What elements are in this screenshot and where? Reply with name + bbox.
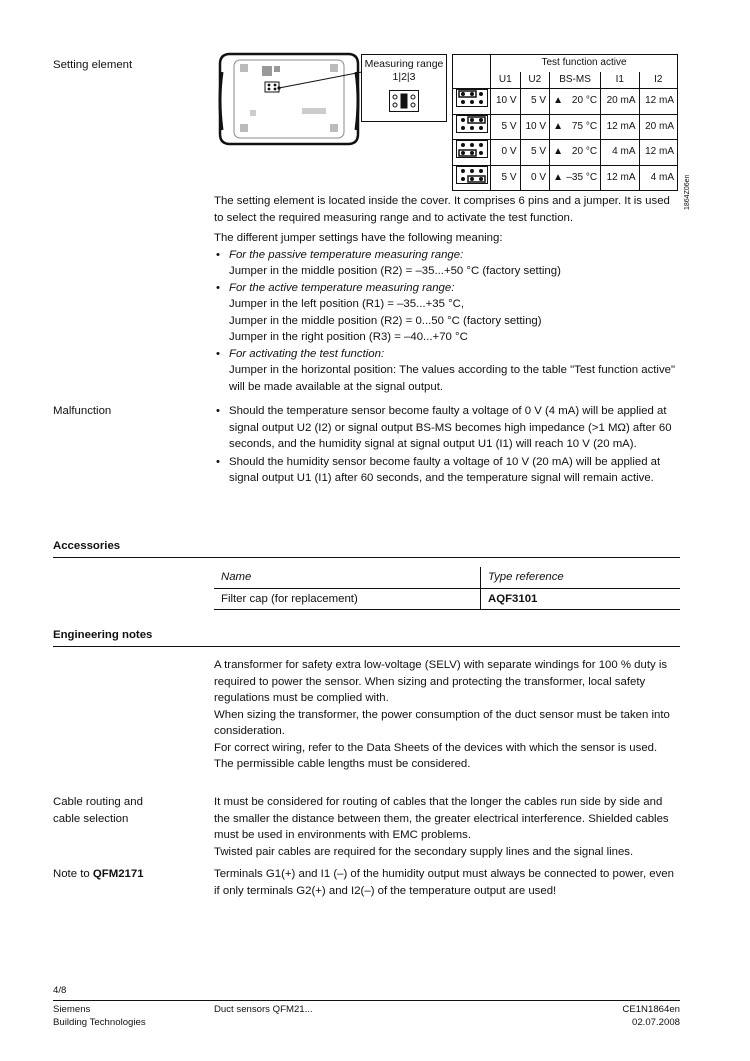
pin-block-icon <box>389 90 419 112</box>
malfunction-section <box>214 403 680 487</box>
header-u2: U2 <box>520 72 550 89</box>
cell: 5 V <box>491 114 521 140</box>
cell: 4 mA <box>601 140 639 166</box>
setting-element-label: Setting element <box>53 59 133 71</box>
table-row <box>453 165 678 191</box>
cell: 10 V <box>491 89 521 115</box>
accessories-heading: Accessories <box>53 538 680 558</box>
cell: 12 mA <box>639 140 678 166</box>
cell: 12 mA <box>601 114 639 140</box>
table-row <box>214 588 680 610</box>
cell: 12 mA <box>639 89 678 115</box>
sensor-icon: ▲ <box>553 95 563 106</box>
engineering-notes-heading: Engineering notes <box>53 627 680 647</box>
measuring-range-positions: 1|2|3 <box>392 71 416 83</box>
cell: ▲ 75 °C <box>550 114 601 140</box>
sensor-icon: ▲ <box>553 146 563 157</box>
test-function-title: Test function active <box>491 55 678 72</box>
cell: ▲ 20 °C <box>550 89 601 115</box>
measuring-range-title: Measuring range <box>364 58 444 70</box>
malfunction-label: Malfunction <box>53 405 112 417</box>
header-i1: I1 <box>601 72 639 89</box>
cable-paragraph-2: Twisted pair cables are required for the secondary supply lines and the signal lines. <box>214 845 634 858</box>
cell: ▲ 20 °C <box>550 140 601 166</box>
cell: 4 mA <box>639 165 678 191</box>
note-label: Note to QFM2171 <box>53 868 144 880</box>
jumper-pins-icon <box>453 165 491 191</box>
figure-reference: 1864Z06en <box>684 174 691 210</box>
cell: 5 V <box>520 140 550 166</box>
cable-paragraph-1: It must be considered for routing of cables that the longer the cables run side by side and the smaller the distance between them, the greater electrical interference. Shielded cables must be used in environments with EMC problems. <box>214 796 669 841</box>
accessory-name: Filter cap (for replacement) <box>214 588 481 610</box>
jumper-pins-icon <box>453 89 491 115</box>
cell: 20 mA <box>601 89 639 115</box>
engineering-paragraph-2: When sizing the transformer, the power consumption of the duct sensor must be taken into consideration. <box>214 708 670 737</box>
table-row <box>453 140 678 166</box>
page-number: 4/8 <box>53 985 67 996</box>
accessory-type-reference: AQF3101 <box>481 588 681 610</box>
cell: 0 V <box>520 165 550 191</box>
footer-divider <box>53 1000 680 1001</box>
footer-doc-title: Duct sensors QFM21... <box>214 1004 313 1015</box>
cable-routing-text <box>214 794 680 860</box>
cell: 5 V <box>491 165 521 191</box>
engineering-paragraph-4: The permissible cable lengths must be considered. <box>214 758 471 770</box>
sensor-icon: ▲ <box>553 120 563 132</box>
note-text: Terminals G1(+) and I1 (–) of the humidity output must always be connected to power, even if only terminals G2(+) and I2(–) of the temperature output are used! <box>214 868 674 897</box>
cell: 5 V <box>520 89 550 115</box>
cell: 10 V <box>520 114 550 140</box>
list-item: • For activating the test function: Jumper in the horizontal position: The values according to the table "Test function active" will be made available at the signal output. <box>214 346 680 396</box>
note-product: QFM2171 <box>92 868 144 880</box>
table-header-row <box>214 567 680 588</box>
accessories-table <box>214 567 680 610</box>
jumper-settings-list <box>214 247 680 396</box>
table-corner <box>453 55 491 89</box>
header-i2: I2 <box>639 72 678 89</box>
jumper-pins-icon <box>453 140 491 166</box>
setting-description <box>214 193 680 395</box>
list-item: • Should the humidity sensor become faulty a voltage of 10 V (20 mA) will be applied at signal output U1 (I1) after 60 seconds, and the temperature signal will remain active. <box>214 454 680 487</box>
list-item: • For the active temperature measuring range: Jumper in the left position (R1) = –35...+35 °C, Jumper in the middle position (R2) = 0...50 °C (factory setting) Jumper in the right position (R3) = –40...+70 °C <box>214 280 680 346</box>
col-type-reference: Type reference <box>481 567 681 588</box>
cell: ▲ –35 °C <box>550 165 601 191</box>
engineering-paragraph-1: A transformer for safety extra low-voltage (SELV) with separate windings for 100 % duty is required to power the sensor. When sizing and protecting the transformer, local safety regulations must be complied with. <box>214 659 668 704</box>
header-u1: U1 <box>491 72 521 89</box>
cell: 0 V <box>491 140 521 166</box>
jumper-pins-icon <box>453 114 491 140</box>
measuring-range-box <box>361 54 447 122</box>
device-illustration <box>216 50 362 148</box>
test-function-table <box>452 54 678 191</box>
sensor-icon: ▲ <box>553 171 563 183</box>
col-name: Name <box>214 567 481 588</box>
engineering-paragraph-3: For correct wiring, refer to the Data Sheets of the devices with which the sensor is used. <box>214 741 658 754</box>
setting-paragraph-1: The setting element is located inside the cover. It comprises 6 pins and a jumper. It is used to select the required measuring range and to activate the test function. <box>214 195 670 224</box>
table-row <box>453 114 678 140</box>
footer-doc-info: CE1N1864en 02.07.2008 <box>622 1004 680 1028</box>
list-item: • For the passive temperature measuring range: Jumper in the middle position (R2) = –35...+50 °C (factory setting) <box>214 247 680 280</box>
engineering-notes-text <box>214 657 680 773</box>
footer-company: Siemens Building Technologies <box>53 1004 146 1028</box>
list-item: • Should the temperature sensor become faulty a voltage of 0 V (4 mA) will be applied at signal output U2 (I2) or signal output BS-MS becomes high impedance (>1 MΩ) after 60 seconds, and the humidity signal at signal output U1 (I1) will reach 10 V (20 mA). <box>214 403 680 453</box>
cell: 12 mA <box>601 165 639 191</box>
cell: 20 mA <box>639 114 678 140</box>
table-row <box>453 89 678 115</box>
cable-routing-label: Cable routing and cable selection <box>53 796 143 825</box>
setting-paragraph-2: The different jumper settings have the following meaning: <box>214 232 503 244</box>
header-bs-ms: BS-MS <box>550 72 601 89</box>
